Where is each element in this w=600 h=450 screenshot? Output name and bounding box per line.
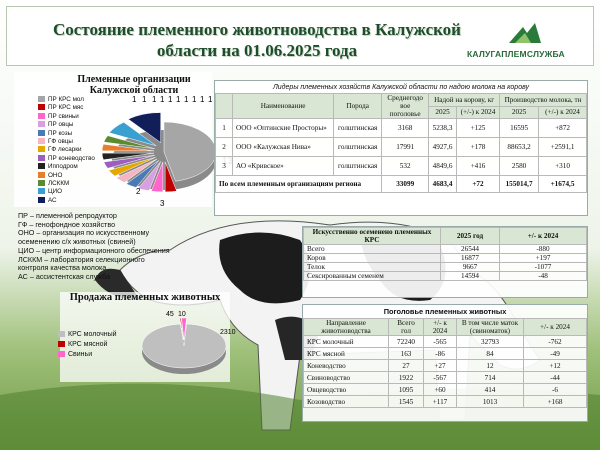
legend-swatch: [58, 331, 65, 337]
livestock-cell-total-diff: +27: [424, 360, 457, 372]
insem-row: [304, 272, 587, 281]
leaders-col-prod-2025: 2025: [500, 106, 539, 119]
orgs-legend-item: [38, 104, 95, 112]
leaders-cell-breed: голштинская: [334, 138, 382, 157]
orgs-legend-item: [38, 113, 95, 121]
legend-label: ЛСККМ: [48, 180, 70, 188]
leaders-cell-production: 2580: [500, 157, 539, 176]
legend-swatch: [38, 96, 45, 102]
leaders-cell-yield: 4849,6: [429, 157, 457, 176]
livestock-cell-total: 72240: [389, 336, 424, 348]
livestock-cell-total-diff: +117: [424, 396, 457, 408]
livestock-row: [304, 336, 587, 348]
orgs-pie-label: 1: [176, 95, 181, 104]
insem-label: Телок: [304, 263, 441, 272]
leaders-cell-yield-diff: +178: [456, 138, 499, 157]
logo-text: КАЛУГАПЛЕМСЛУЖБА: [467, 49, 565, 59]
livestock-cell-mothers-diff: +168: [524, 396, 587, 408]
livestock-panel: [302, 304, 588, 422]
insemination-table: [303, 227, 587, 281]
livestock-cell-total: 1922: [389, 372, 424, 384]
livestock-title: Поголовье племенных животных: [383, 307, 507, 316]
livestock-col-dir: Направление животноводства: [304, 319, 389, 336]
insem-diff: -1077: [500, 263, 587, 272]
orgs-legend-item: [38, 188, 95, 196]
livestock-row: [304, 384, 587, 396]
leaders-col-breed: Порода: [334, 94, 382, 119]
leaders-col-name: Наименование: [233, 94, 334, 119]
livestock-cell-mothers: 12: [457, 360, 524, 372]
leaders-total-prod: 155014,7: [500, 176, 539, 193]
livestock-cell-total: 1095: [389, 384, 424, 396]
legend-label: Свиньи: [68, 351, 93, 358]
livestock-col-mat: В том числе маток (свиноматок): [457, 319, 524, 336]
legend-swatch: [38, 121, 45, 127]
livestock-cell-mothers: 414: [457, 384, 524, 396]
legend-label: КРС молочный: [68, 331, 117, 338]
insem-col-2025: 2025 год: [441, 228, 500, 245]
leaders-col-yield-2025: 2025: [429, 106, 457, 119]
orgs-pie-chart: [102, 94, 232, 209]
livestock-col-diff2: +/- к 2024: [524, 319, 587, 336]
legend-swatch: [38, 155, 45, 161]
legend-label: ГФ лесарки: [48, 146, 82, 154]
orgs-legend-item: [38, 172, 95, 180]
sales-pie-label: 45: [166, 311, 174, 318]
livestock-row: [304, 360, 587, 372]
orgs-pie-label: 1: [184, 95, 189, 104]
livestock-cell-direction: КРС молочный: [304, 336, 389, 348]
insem-diff: -880: [500, 245, 587, 254]
leaders-col-cows: Среднегодо вое поголовье: [382, 94, 429, 119]
orgs-chart-legend: [38, 96, 95, 205]
orgs-pie-label: 1: [168, 95, 173, 104]
orgs-chart-title: Племенные организации Калужской области: [77, 74, 191, 96]
leaders-cell-row-number: 3: [216, 157, 233, 176]
insemination-panel: [302, 226, 588, 298]
legend-swatch: [38, 130, 45, 136]
note-line: контроля качества молока: [18, 263, 107, 273]
leaders-cell-production-diff: +2591,1: [539, 138, 587, 157]
insem-row: [304, 263, 587, 272]
orgs-pie-label: 1: [160, 95, 165, 104]
orgs-pie-label: 2: [136, 187, 141, 196]
orgs-pie-label: 1: [142, 95, 147, 104]
leaders-cell-yield: 5238,3: [429, 119, 457, 138]
leaders-cell-yield-diff: +125: [456, 119, 499, 138]
leaders-cell-breed: голштинская: [334, 119, 382, 138]
note-line: ЦИО – центр информационного обеспечения: [18, 245, 170, 255]
orgs-pie-label: 3: [160, 199, 165, 208]
leaders-cell-cows: 17991: [382, 138, 429, 157]
leaders-col-yield: Надой на корову, кг: [429, 94, 500, 107]
livestock-cell-total: 1545: [389, 396, 424, 408]
legend-label: ГФ овцы: [48, 138, 73, 146]
legend-swatch: [38, 113, 45, 119]
livestock-cell-total-diff: +60: [424, 384, 457, 396]
legend-swatch: [38, 172, 45, 178]
insem-label: Сексированным семенем: [304, 272, 441, 281]
leaders-cell-row-number: 2: [216, 138, 233, 157]
insem-label: Коров: [304, 254, 441, 263]
legend-swatch: [38, 163, 45, 169]
livestock-row: [304, 396, 587, 408]
leaders-table-title: Лидеры племенных хозяйств Калужской области по надою молока на корову: [272, 84, 530, 91]
leaders-cell-yield-diff: +416: [456, 157, 499, 176]
note-line: ПР – племенной репродуктор: [18, 211, 117, 220]
leaders-total-yield: 4683,4: [429, 176, 457, 193]
orgs-legend-item: [38, 146, 95, 154]
insem-title: Искусственно осеменено племенных КРС: [304, 228, 441, 245]
note-line: осеменению с/х животных (свиней): [18, 237, 136, 247]
livestock-cell-total: 27: [389, 360, 424, 372]
note-line: ОНО – организация по искусственному: [18, 228, 150, 238]
insem-value: 9667: [441, 263, 500, 272]
sales-chart-legend: [58, 330, 117, 360]
insem-value: 16877: [441, 254, 500, 263]
insem-row: [304, 245, 587, 254]
leaders-total-cows: 33099: [382, 176, 429, 193]
livestock-cell-total-diff: -565: [424, 336, 457, 348]
legend-swatch: [58, 351, 65, 357]
leaders-row: [216, 119, 587, 138]
note-line: ЛСККМ – лаборатория селекционного: [18, 254, 145, 264]
insem-diff: +197: [500, 254, 587, 263]
orgs-pie-label: 1: [200, 95, 205, 104]
livestock-cell-direction: КРС мясной: [304, 348, 389, 360]
leaders-row: [216, 138, 587, 157]
logo-mark-icon: [505, 21, 545, 47]
legend-label: Ипподром: [48, 163, 78, 171]
leaders-row: [216, 157, 587, 176]
leaders-col-prod-diff: (+/-) к 2024: [539, 106, 587, 119]
legend-swatch: [58, 341, 65, 347]
livestock-cell-total-diff: -86: [424, 348, 457, 360]
sales-legend-item: [58, 330, 117, 340]
livestock-cell-mothers-diff: +12: [524, 360, 587, 372]
livestock-cell-direction: Козоводство: [304, 396, 389, 408]
orgs-chart-panel: [14, 72, 212, 207]
livestock-cell-mothers-diff: -6: [524, 384, 587, 396]
legend-label: ПР овцы: [48, 121, 74, 129]
legend-label: КРС мясной: [68, 341, 108, 348]
leaders-table: [215, 93, 587, 193]
leaders-total-pdiff: +1674,5: [539, 176, 587, 193]
legend-label: ОНО: [48, 171, 63, 179]
livestock-cell-mothers-diff: -44: [524, 372, 587, 384]
livestock-cell-mothers: 1013: [457, 396, 524, 408]
leaders-cell-production: 16595: [500, 119, 539, 138]
insem-diff: -48: [500, 272, 587, 281]
sales-pie-label: 2310: [220, 329, 236, 336]
livestock-cell-direction: Овцеводство: [304, 384, 389, 396]
legend-label: ПР КРС мяс: [48, 104, 84, 112]
legend-swatch: [38, 188, 45, 194]
insem-col-diff: +/- к 2024: [500, 228, 587, 245]
insem-value: 14594: [441, 272, 500, 281]
insem-label: Всего: [304, 245, 441, 254]
livestock-cell-mothers: 32793: [457, 336, 524, 348]
livestock-cell-total-diff: -567: [424, 372, 457, 384]
leaders-cell-row-number: 1: [216, 119, 233, 138]
legend-label: ЦИО: [48, 188, 63, 196]
livestock-row: [304, 348, 587, 360]
orgs-legend-item: [38, 121, 95, 129]
livestock-cell-mothers: 84: [457, 348, 524, 360]
leaders-cell-yield: 4927,6: [429, 138, 457, 157]
company-logo: [467, 21, 587, 61]
sales-legend-item: [58, 340, 117, 350]
leaders-cell-farm-name: ООО «Оптинские Просторы»: [233, 119, 334, 138]
leaders-col-production: Производство молока, тн: [500, 94, 587, 107]
livestock-col-diff1: +/- к 2024: [424, 319, 457, 336]
legend-swatch: [38, 146, 45, 152]
legend-label: ПР свиньи: [48, 112, 79, 120]
insem-value: 26544: [441, 245, 500, 254]
note-line: АС – ассистентская служба: [18, 271, 111, 281]
legend-label: ПР козы: [48, 129, 73, 137]
livestock-cell-direction: Коневодство: [304, 360, 389, 372]
livestock-cell-mothers-diff: -49: [524, 348, 587, 360]
leaders-total-label: По всем племенным организациям региона: [216, 176, 382, 193]
orgs-pie-label: 1: [192, 95, 197, 104]
legend-swatch: [38, 197, 45, 203]
orgs-legend-item: [38, 130, 95, 138]
orgs-legend-item: [38, 180, 95, 188]
leaders-total-ydiff: +72: [456, 176, 499, 193]
livestock-cell-direction: Свиноводство: [304, 372, 389, 384]
sales-chart-title: Продажа племенных животных: [69, 292, 221, 303]
orgs-legend-item: [38, 197, 95, 205]
livestock-row: [304, 372, 587, 384]
livestock-cell-mothers: 714: [457, 372, 524, 384]
livestock-cell-total: 163: [389, 348, 424, 360]
orgs-pie-label: 1: [132, 95, 137, 104]
leaders-cell-production: 88653,2: [500, 138, 539, 157]
leaders-table-panel: [214, 80, 588, 216]
legend-swatch: [38, 138, 45, 144]
leaders-total-row: [216, 176, 587, 193]
livestock-table: [303, 318, 587, 408]
orgs-pie-label: 1: [152, 95, 157, 104]
leaders-cell-breed: голштинская: [334, 157, 382, 176]
header-banner: [6, 6, 594, 66]
sales-legend-item: [58, 350, 117, 360]
orgs-legend-item: [38, 138, 95, 146]
leaders-cell-cows: 532: [382, 157, 429, 176]
livestock-col-total: Всего гол: [389, 319, 424, 336]
orgs-legend-item: [38, 163, 95, 171]
leaders-col-yield-diff: (+/-) к 2024: [456, 106, 499, 119]
leaders-cell-production-diff: +872: [539, 119, 587, 138]
note-line: ГФ – генофондное хозяйство: [18, 219, 116, 229]
insem-row: [304, 254, 587, 263]
orgs-pie-label: 1: [208, 95, 213, 104]
sales-chart-panel: [60, 292, 236, 382]
leaders-cell-farm-name: ООО «Калужская Нива»: [233, 138, 334, 157]
legend-swatch: [38, 180, 45, 186]
legend-swatch: [38, 104, 45, 110]
sales-pie-chart: [140, 304, 260, 382]
sales-pie-label: 10: [178, 311, 186, 318]
legend-label: ПР КРС мол: [48, 96, 84, 103]
livestock-cell-mothers-diff: -762: [524, 336, 587, 348]
orgs-legend-item: [38, 96, 95, 104]
page-title: Состояние племенного животноводства в Калужской области на 01.06.2025 года: [53, 20, 461, 60]
legend-label: ПР коневодство: [48, 154, 95, 162]
abbreviation-notes: [18, 212, 228, 282]
leaders-cell-farm-name: АО «Кривское»: [233, 157, 334, 176]
leaders-cell-cows: 3168: [382, 119, 429, 138]
leaders-cell-production-diff: +310: [539, 157, 587, 176]
orgs-legend-item: [38, 155, 95, 163]
legend-label: АС: [48, 196, 57, 204]
